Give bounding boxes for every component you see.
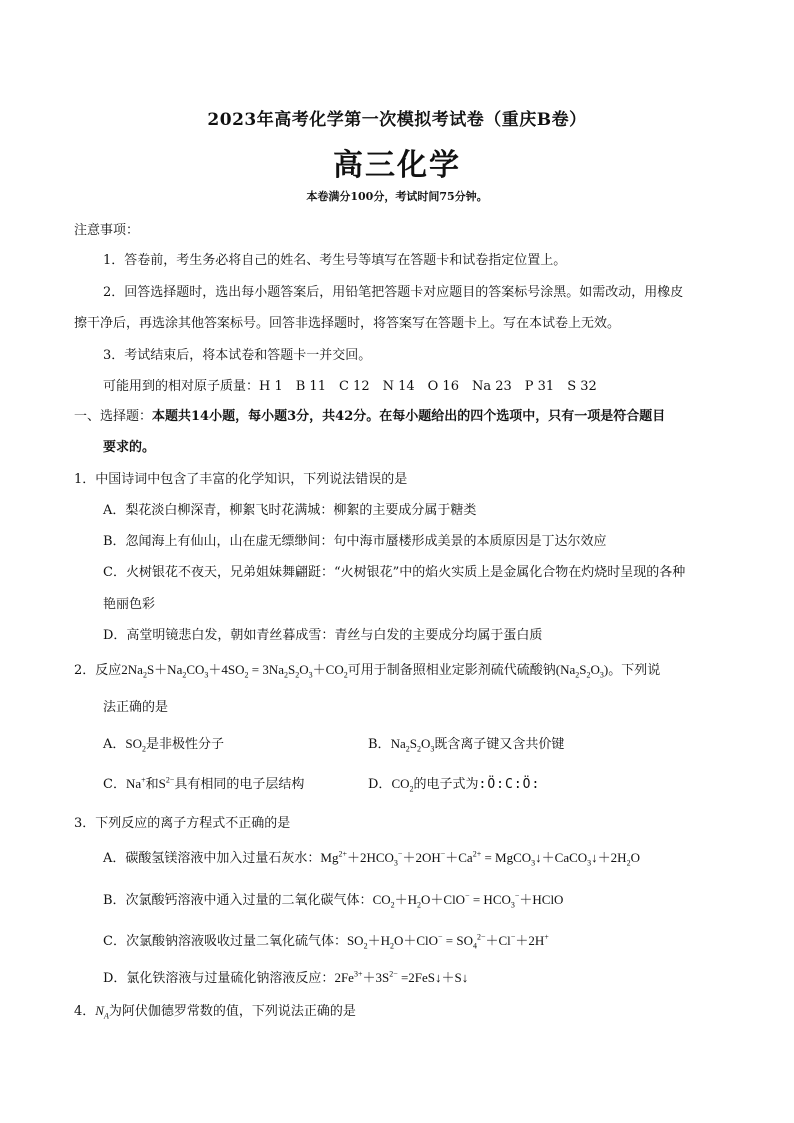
q2-option-a-prefix: A． — [103, 737, 126, 752]
q3-option-b — [103, 889, 563, 910]
q2-option-a — [103, 733, 224, 754]
q1-option-d: D．高堂明镜悲白发，朝如青丝暮成雪：青丝与白发的主要成分均属于蛋白质 — [103, 628, 543, 643]
subject-title: 高三化学 — [333, 148, 461, 183]
q3-stem: 3．下列反应的离子方程式不正确的是 — [74, 816, 291, 831]
exam-info: 本卷满分100分，考试时间75分钟。 — [306, 190, 488, 203]
q2-option-a-formula: $SO_2$ — [125, 736, 147, 754]
q2-option-d-text: 的电子式为 — [413, 777, 479, 792]
q2-stem-suffix: 。下列说 — [608, 663, 661, 678]
notes-item-1: 1．答卷前，考生务必将自己的姓名、考生号等填写在答题卡和试卷指定位置上。 — [103, 253, 567, 268]
exam-title: 2023年高考化学第一次模拟考试卷（重庆B卷） — [207, 110, 587, 130]
q3-option-a — [103, 847, 640, 868]
section-desc-line-2: 要求的。 — [103, 440, 156, 455]
notes-item-3: 3．考试结束后，将本试卷和答题卡一并交回。 — [103, 348, 372, 363]
q2-option-c — [103, 773, 304, 792]
q2-reaction-equation: $2Na_2S+Na_2CO_3+4SO_2 = 3Na_2S_2O_3+CO_2$ — [121, 662, 348, 680]
q2-option-d — [368, 773, 540, 794]
q2-stem-mid: 可用于制备照相业定影剂硫代硫酸钠 — [347, 663, 556, 678]
q2-option-b-prefix: B． — [368, 737, 391, 752]
q2-option-c-ion-1: Na+ — [125, 775, 146, 791]
notes-item-2-line-1: 2．回答选择题时，选出每小题答案后，用铅笔把答题卡对应题目的答案标号涂黑。如需改动，用橡皮 — [103, 285, 684, 300]
q2-option-b-formula: $Na_2S_2O_3$ — [390, 736, 435, 754]
notes-heading: 注意事项： — [74, 223, 140, 238]
co2-electron-dot-formula: :Ö:C:Ö: — [478, 777, 541, 792]
q2-option-b — [368, 733, 564, 754]
q2-stem-line-2: 法正确的是 — [103, 700, 169, 715]
q1-option-c-line-1: C．火树银花不夜天，兄弟姐妹舞翩跹：“火树银花”中的焰火实质上是金属化合物在灼烧时呈现的各种 — [103, 565, 686, 580]
section-heading — [74, 405, 665, 424]
q3-option-b-equation: $CO_2+H_2O+ClO^-$ = $HCO_3^-+HClO$ — [372, 891, 564, 910]
section-desc-line-1: 本题共14小题，每小题3分，共42分。在每小题给出的四个选项中，只有一项是符合题目 — [152, 409, 666, 424]
q2-option-a-text: 是非极性分子 — [146, 737, 225, 752]
q2-option-d-prefix: D． — [368, 777, 392, 792]
q2-stem-prefix: 2．反应 — [74, 663, 122, 678]
q3-option-a-text: A．碳酸氢镁溶液中加入过量石灰水： — [103, 851, 321, 866]
avogadro-symbol: $N_A$ — [95, 1003, 109, 1021]
q2-option-c-mid: 和 — [145, 777, 159, 792]
q4-stem-text: 为阿伏伽德罗常数的值，下列说法正确的是 — [108, 1004, 356, 1019]
q2-product-formula: $(Na_2S_2O_3)$ — [555, 662, 609, 680]
q2-option-d-formula: $CO_2$ — [391, 776, 414, 794]
q1-option-a: A．梨花淡白柳深青，柳絮飞时花满城：柳絮的主要成分属于糖类 — [103, 503, 477, 518]
q3-option-c-equation: $SO_2+H_2O+ClO^- = SO_4^{2-}+Cl^-+2H^+$ — [346, 932, 549, 951]
q2-stem-line-1 — [74, 659, 660, 680]
q3-option-b-text: B．次氯酸钙溶液中通入过量的二氧化碳气体： — [103, 893, 373, 908]
q1-option-b: B．忽闻海上有仙山，山在虚无缥缈间：句中海市蜃楼形成美景的本质原因是丁达尔效应 — [103, 534, 607, 549]
q3-option-a-equation: $Mg^{2+}+2HCO_3^-+2OH^-+Ca^{2+}$ = $MgCO_3↓+CaCO_3↓+2H_2O$ — [320, 849, 640, 868]
q4-stem — [74, 1000, 356, 1021]
q2-option-c-text: 具有相同的电子层结构 — [174, 777, 305, 792]
q3-option-c-text: C．次氯酸钠溶液吸收过量二氧化硫气体： — [103, 934, 347, 949]
q1-option-c-line-2: 艳丽色彩 — [103, 597, 156, 612]
q3-option-c — [103, 930, 549, 951]
q2-option-b-text: 既含离子键又含共价键 — [434, 737, 565, 752]
q3-option-d-equation: $2Fe^{3+}+3S^{2-}$ =2FeS↓＋S↓ — [334, 969, 469, 985]
q3-option-d — [103, 967, 468, 986]
notes-item-2-line-2: 擦干净后，再选涂其他答案标号。回答非选择题时，将答案写在答题卡上。写在本试卷上无效。 — [74, 316, 621, 331]
q1-stem: 1．中国诗词中包含了丰富的化学知识，下列说法错误的是 — [74, 472, 408, 487]
q2-option-c-ion-2: $S^{2-}$ — [158, 775, 175, 791]
section-label: 一、选择题： — [74, 409, 153, 424]
q2-option-c-prefix: C． — [103, 777, 126, 792]
q3-option-d-text: D．氯化铁溶液与过量硫化钠溶液反应： — [103, 971, 335, 986]
q4-number: 4． — [74, 1004, 96, 1019]
atomic-mass-line: 可能用到的相对原子质量：H 1 B 11 C 12 N 14 O 16 Na 23 P 31 S 32 — [103, 379, 597, 394]
